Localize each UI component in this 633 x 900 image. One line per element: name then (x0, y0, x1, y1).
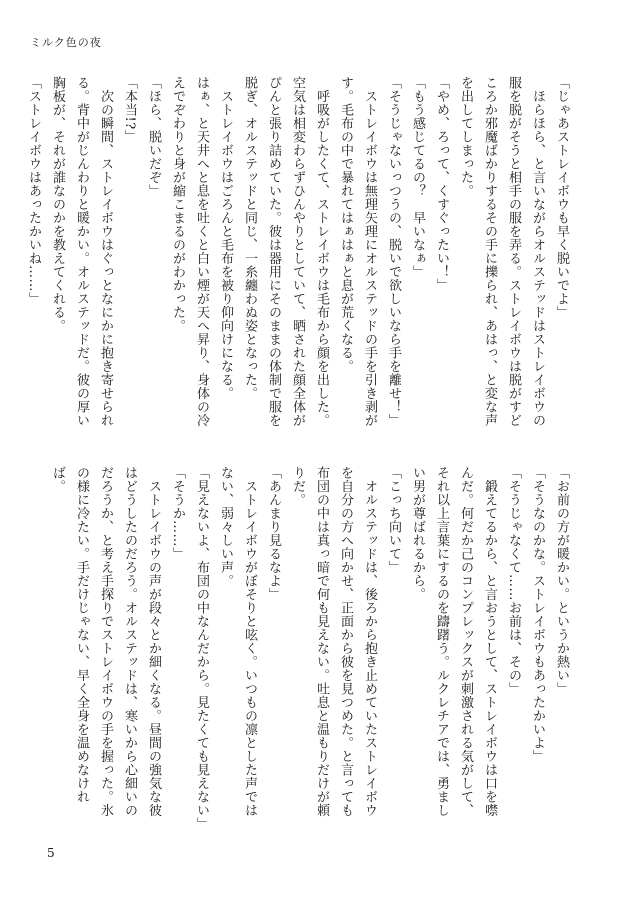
text-line: を出してしまった。 (458, 76, 473, 198)
text-line: 「お前の方が暖かい。というか熱い」 (554, 466, 569, 696)
text-line: い男が尊ばれるから。 (410, 466, 425, 601)
text-line: ない、弱々しい声。 (218, 466, 233, 588)
text-line: オルステッドは、後ろから抱き止めていたストレイボウ (362, 466, 377, 817)
text-line: 「やめ、ろって、くすぐったい！」 (434, 76, 449, 292)
text-line: 布団の中は真っ暗で何も見えない。吐息と温もりだけが頼 (314, 466, 329, 817)
text-line: 脱ぎ、オルステッドと同じ、一糸纏わぬ姿となった。 (242, 76, 257, 400)
text-line: 「あんまり見るなよ」 (266, 466, 281, 601)
text-line: 「じゃあストレイボウも早く脱いでよ」 (554, 76, 569, 319)
text-line: んだ。何だか己のコンプレックスが刺激される気がして、 (458, 466, 473, 817)
text-line: 「本当!?」 (122, 76, 137, 144)
text-line: 「ほら、脱いだぞ」 (146, 76, 161, 198)
text-line: 「見えないよ、布団の中なんだから。見たくても見えない」 (194, 466, 209, 831)
page-number: 5 (47, 846, 55, 860)
text-line: 「もう感じてるの？ 早いなぁ」 (410, 76, 425, 279)
text-line: ほらほら、と言いながらオルステッドはストレイボウの (530, 76, 545, 427)
text-line: ぴんと張り詰めていた。彼は器用にそのままの体制で服を (266, 76, 281, 427)
text-line: だろうか、と考え手探りでストレイボウの手を握った。氷 (98, 466, 113, 817)
text-line: 胸板が、それが誰なのかを教えてくれる。 (50, 76, 65, 333)
text-line: 鍛えてるから、と言おうとして、ストレイボウは口を噤 (482, 466, 497, 817)
text-line: ストレイボウの声が段々とか細くなる。昼間の強気な彼 (146, 466, 161, 817)
text-line: はどうしたのだろう。オルステッドは、寒いから心細いの (122, 466, 137, 817)
text-line: ば。 (50, 466, 65, 493)
text-line: を自分の方へ向かせ、正面から彼を見つめた。と言っても (338, 466, 353, 817)
text-line: 「そうじゃなくて……お前は、その」 (506, 466, 521, 696)
text-line: ころか邪魔ばかりするその手に擽られ、あはっ、と変な声 (482, 76, 497, 427)
text-line: 「そうなのかな。ストレイボウもあったかいよ」 (530, 466, 545, 763)
running-head: ミルク色の夜 (30, 36, 102, 49)
text-line: す。毛布の中で暴れてはぁはぁと息が荒くなる。 (338, 76, 353, 373)
text-line: 次の瞬間、ストレイボウはぐっとなにかに抱き寄せられ (98, 76, 113, 427)
text-line: 「そうか……」 (170, 466, 185, 561)
text-line: る。背中がじんわりと暖かい。オルステッドだ。彼の厚い (74, 76, 89, 427)
text-line: ストレイボウは無理矢理にオルステッドの手を引き剥が (362, 76, 377, 427)
text-line: 空気は相変わらずひんやりとしていて、晒された顔全体が (290, 76, 305, 427)
text-block-top (26, 76, 573, 446)
text-line: ストレイボウはごろんと毛布を被り仰向けになる。 (218, 76, 233, 400)
text-line: 「そうじゃないっつうの、脱いで欲しいなら手を離せ！」 (386, 76, 401, 427)
text-line: 服を脱がそうと相手の服を弄る。ストレイボウは脱がすど (506, 76, 521, 427)
text-line: えでぞわりと身が縮こまるのがわかった。 (170, 76, 185, 333)
text-line: 「ストレイボウはあったかいね……」 (26, 76, 41, 306)
text-block-bottom (50, 466, 573, 831)
text-line: の様に冷たい。手だけじゃない、早く全身を温めなけれ (74, 466, 89, 804)
text-line: ストレイボウがぼそりと呟く。いつもの凛とした声では (242, 466, 257, 817)
text-line: はぁ、と天井へと息を吐くと白い煙が天へ昇り、身体の冷 (194, 76, 209, 427)
text-line: 「こっち向いて」 (386, 466, 401, 574)
text-line: それ以上言葉にするのを躊躇う。ルクレチアでは、勇まし (434, 466, 449, 817)
text-line: りだ。 (290, 466, 305, 507)
text-line: 呼吸がしたくて、ストレイボウは毛布から顔を出した。 (314, 76, 329, 427)
